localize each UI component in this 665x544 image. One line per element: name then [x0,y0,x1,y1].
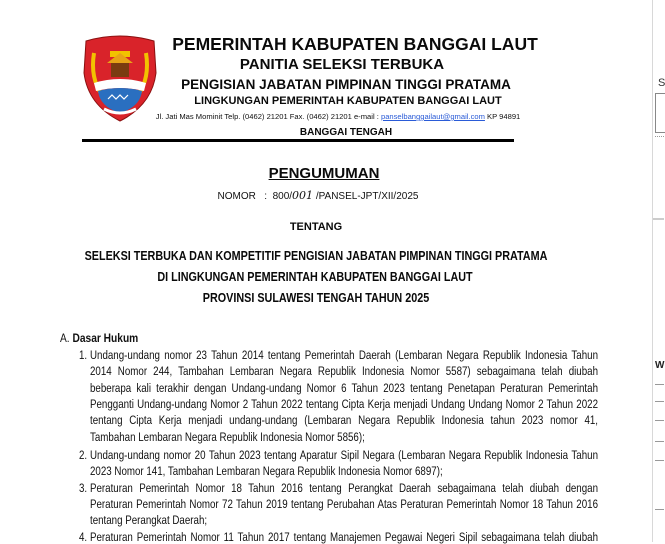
side-rule [655,384,664,385]
email-link[interactable]: panselbanggailaut@gmail.com [380,112,485,121]
subject-line-1: SELEKSI TERBUKA DAN KOMPETITIF PENGISIAN JABATAN PIMPINAN TINGGI PRATAMA [84,248,548,263]
list-item-line: Undang-undang nomor 23 Tahun 2014 tentang Pemerintah Daerah (Lembaran Negara Republik Indonesia Tahun [90,348,598,362]
letterhead-line3: PENGISIAN JABATAN PIMPINAN TINGGI PRATAMA [181,77,511,92]
tentang-label: TENTANG [289,221,343,233]
side-dotted-line [655,136,664,137]
list-item-line: beberapa kali terakhir dengan Undang-undang Nomor 6 Tahun 2023 tentang Penetapan Peraturan Pemerintah [90,381,598,395]
side-letter: W [655,360,665,371]
list-item-line: Peraturan Pemerintah Nomor 72 Tahun 2019 tentang Perubahan Atas Peraturan Pemerintah Nomor 18 Tahun 2016 [90,497,598,511]
subject-line-2: DI LINGKUNGAN PEMERINTAH KABUPATEN BANGGAI LAUT [157,269,473,284]
section-a-heading: A. Dasar Hukum [60,331,139,345]
list-item-line: 2023 Nomor 141, Tambahan Lembaran Negara Republik Indonesia Nomor 6897); [90,464,443,478]
list-item-line: Peraturan Pemerintah Nomor 18 Tahun 2016 tentang Perangkat Daerah sebagaimana telah diubah dengan [90,481,598,495]
list-item-line: tentang Perangkat Daerah; [90,513,208,527]
list-item-line: Peraturan Pemerintah Nomor 11 Tahun 2017 tentang Manajemen Pegawai Negeri Sipil sebagaimana telah diubah [90,530,598,544]
list-item-line: Undang-undang nomor 20 Tahun 2023 tentang Aparatur Sipil Negara (Lembaran Negara Republik Indonesia Tahun [90,448,598,462]
side-divider [653,218,664,220]
letterhead-address: Jl. Jati Mas Mominit Telp. (0462) 21201 Fax. (0462) 21201 e-mail : panselbanggailaut@gmail.com KP 94891 [155,112,521,121]
list-item-line: 2014 Nomor 244, Tambahan Lembaran Negara Republik Indonesia Nomor 5587) sebagaimana telah diubah [90,364,598,378]
item-number: 3. [79,481,88,495]
item-number: 1. [79,348,88,362]
item-number: 4. [79,530,88,544]
announcement-title: PENGUMUMAN [268,165,380,182]
list-item-line: Pengganti Undang-undang Nomor 2 Tahun 2022 tentang Cipta Kerja menjadi Undang Undang Nomor 2 Tahun 2022 [90,397,598,411]
letterhead-line1: PEMERINTAH KABUPATEN BANGGAI LAUT [172,34,538,54]
side-rule [655,460,664,461]
side-rule [655,441,664,442]
side-rule [655,509,664,510]
item-number: 2. [79,448,88,462]
legal-basis-list [90,0,598,542]
list-item-line: tentang Cipta Kerja menjadi undang-undang (Lembaran Negara Republik Indonesia tahun 2023 nomor 41, [90,413,598,427]
side-rule [655,420,664,421]
handwritten-number: 001 [292,189,314,202]
letterhead-line2: PANITIA SELEKSI TERBUKA [239,56,445,73]
letterhead-city: BANGGAI TENGAH [299,127,393,138]
letterhead-line4: LINGKUNGAN PEMERINTAH KABUPATEN BANGGAI LAUT [194,95,502,107]
subject-line-3: PROVINSI SULAWESI TENGAH TAHUN 2025 [202,290,430,305]
side-rule [655,401,664,402]
announcement-number: NOMOR : 800/001 /PANSEL-JPT/XII/2025 [217,189,419,202]
side-letter: S [658,77,665,89]
side-box [655,93,665,133]
list-item-line: Tambahan Lembaran Negara Republik Indonesia Nomor 5856); [90,430,365,444]
